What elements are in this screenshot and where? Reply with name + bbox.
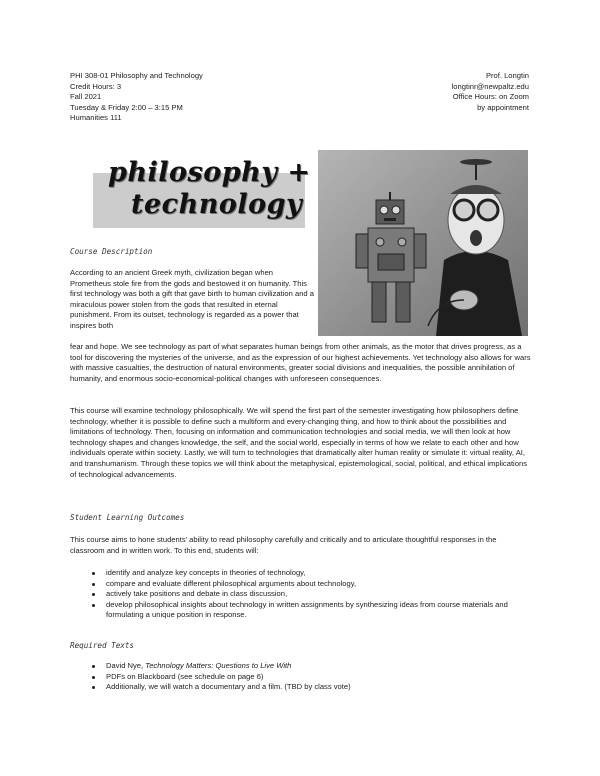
list-item: David Nye, Technology Matters: Questions to Live With xyxy=(70,661,532,672)
instructor-name: Prof. Longtin xyxy=(485,71,529,80)
list-item: actively take positions and debate in class discussion, xyxy=(70,589,532,600)
course-code: PHI 308-01 Philosophy and Technology xyxy=(70,71,203,80)
term: Fall 2021 xyxy=(70,92,102,102)
title-line-2: technology xyxy=(131,189,303,220)
description-paragraph-2: This course will examine technology philosophically. We will spend the first part of the semester investigating how philosophers define technology, whether it is possible to define such a multiform and every-changing thing, and how to think about the possibilities and limitations of technology. Then, focusing on information and communication technologies and social media, we will then look at how technology shapes and changes knowledge, the self, and the social world, especially in terms of how we relate to each other and how individuals operate within society. Lastly, we will turn to technologies that dramatically alter human reality or simulate it: virtual reality, AI, and transhumanism. Through these topics we will think about the metaphysical, epistemological, social, political, and ethical implications of technological advancements. xyxy=(70,406,527,479)
description-paragraph-1-rest: fear and hope. We see technology as part of what separates human beings from other animals, as the motor that drives progress, as a tool for discovering the mysteries of the universe, and as the expression of our highest achievements. Yet technology also allows for wars with massive casualties, the destruction of natural environments, greater social divisions and inequalities, the possible annihilation of humanity, and enormous socio-economical-political changes with unforeseen consequences. xyxy=(70,342,531,383)
robot-and-boy-photo xyxy=(318,150,528,336)
course-description-heading: Course Description xyxy=(70,247,153,256)
required-texts-heading: Required Texts xyxy=(70,641,135,650)
instructor-email[interactable]: longtinr@newpaltz.edu xyxy=(451,81,529,91)
outcomes-intro: This course aims to hone students’ ability to read philosophy carefully and critically and to articulate thoughtful responses in the classroom and in written work. To this end, students will: xyxy=(70,535,497,555)
room: Humanities 111 xyxy=(70,113,122,123)
credit-hours: Credit Hours: 3 xyxy=(70,81,122,91)
course-info-block xyxy=(70,71,203,124)
list-item: PDFs on Blackboard (see schedule on page 6) xyxy=(70,672,532,683)
list-item: identify and analyze key concepts in theories of technology, xyxy=(70,568,532,579)
required-texts-list xyxy=(70,661,532,693)
office-hours-note: by appointment xyxy=(477,102,529,112)
list-item: compare and evaluate different philosophical arguments about technology, xyxy=(70,579,532,590)
list-item: Additionally, we will watch a documentary and a film. (TBD by class vote) xyxy=(70,682,532,693)
title-line-1: philosophy + xyxy=(108,157,311,188)
course-title xyxy=(108,157,348,221)
instructor-info-block xyxy=(452,71,529,113)
office-hours: Office Hours: on Zoom xyxy=(452,92,529,102)
outcomes-list xyxy=(70,568,532,621)
list-item: develop philosophical insights about technology in written assignments by synthesizing ideas from course materials and formulating a unique position in response. xyxy=(70,600,532,621)
description-paragraph-1-intro: According to an ancient Greek myth, civilization began when Prometheus stole fire from the gods and bestowed it on humanity. This first technology was both a gift that gave birth to human civilization and a miraculous power stolen from the gods that resulted in eternal punishment. From its outset, technology is regarded as a power that inspires both xyxy=(70,268,314,330)
book-title: Technology Matters: Questions to Live With xyxy=(145,661,292,670)
meeting-time: Tuesday & Friday 2:00 – 3:15 PM xyxy=(70,102,183,112)
photo-illustration xyxy=(318,150,528,336)
learning-outcomes-heading: Student Learning Outcomes xyxy=(70,513,185,522)
